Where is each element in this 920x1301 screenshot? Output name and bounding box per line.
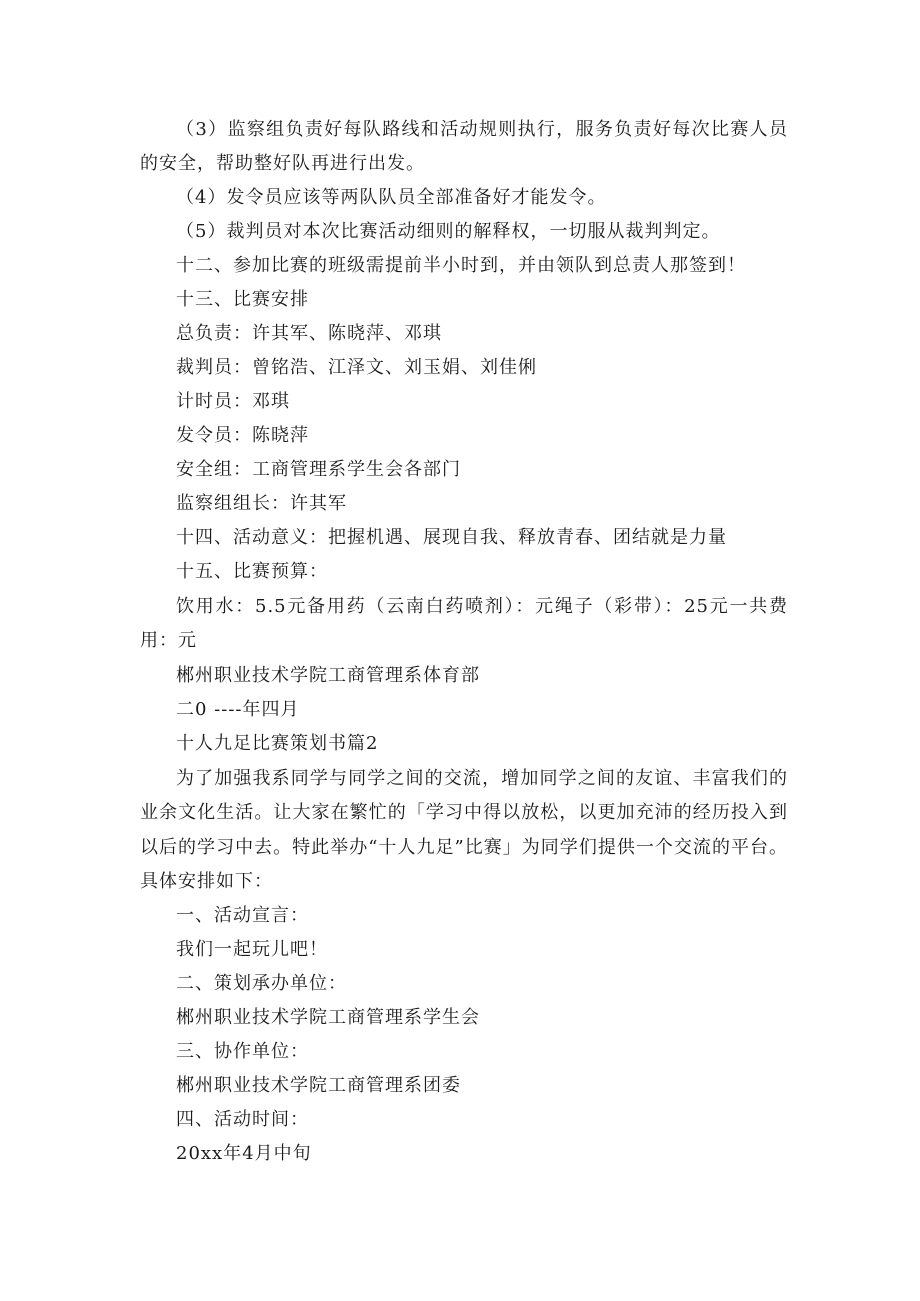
section-4-heading: 四、活动时间：	[176, 1109, 309, 1130]
safety-group-line: 安全组：工商管理系学生会各部门	[176, 459, 461, 480]
section-13-heading: 十三、比赛安排	[176, 289, 309, 310]
section-15-heading: 十五、比赛预算：	[176, 561, 328, 582]
section-1-heading: 一、活动宣言：	[176, 905, 309, 926]
section-3-body: 郴州职业技术学院工商管理系团委	[176, 1075, 461, 1096]
section-2-body: 郴州职业技术学院工商管理系学生会	[176, 1007, 480, 1028]
article-2-title: 十人九足比赛策划书篇2	[176, 733, 379, 754]
rule-5-line: （5）裁判员对本次比赛活动细则的解释权，一切服从裁判判定。	[176, 221, 721, 242]
referees-line: 裁判员：曾铭浩、江泽文、刘玉娟、刘佳俐	[176, 357, 537, 378]
section-12-line: 十二、参加比赛的班级需提前半小时到，并由领队到总责人那签到！	[176, 255, 746, 276]
timekeeper-line: 计时员：邓琪	[176, 391, 290, 412]
section-4-body: 20xx年4月中旬	[176, 1143, 312, 1164]
supervisor-line: 监察组组长：许其军	[176, 493, 347, 514]
section-3-heading: 三、协作单位：	[176, 1041, 309, 1062]
section-14-line: 十四、活动意义：把握机遇、展现自我、释放青春、团结就是力量	[176, 527, 727, 548]
chief-line: 总负责：许其军、陈晓萍、邓琪	[176, 323, 442, 344]
starter-line: 发令员：陈晓萍	[176, 425, 309, 446]
intro-paragraph: 为了加强我系同学与同学之间的交流，增加同学之间的友谊、丰富我们的业余文化生活。让大家在繁忙的「学习中得以放松，以更加充沛的经历投入到以后的学习中去。特此举办“十人九足”比赛」为同学们提供一个交流的平台。具体安排如下：	[140, 768, 788, 892]
section-1-body: 我们一起玩儿吧！	[176, 939, 328, 960]
date-line: 二0 ----年四月	[176, 699, 300, 720]
rule-4-line: （4）发令员应该等两队队员全部准备好才能发令。	[176, 187, 607, 208]
rule-3-paragraph: （3）监察组负责好每队路线和活动规则执行，服务负责好每次比赛人员的安全，帮助整好队再进行出发。	[140, 119, 788, 175]
org-sports-line: 郴州职业技术学院工商管理系体育部	[176, 665, 480, 686]
budget-paragraph: 饮用水：5.5元备用药（云南白药喷剂）：元绳子（彩带）：25元一共费用：元	[140, 596, 788, 652]
section-2-heading: 二、策划承办单位：	[176, 973, 347, 994]
